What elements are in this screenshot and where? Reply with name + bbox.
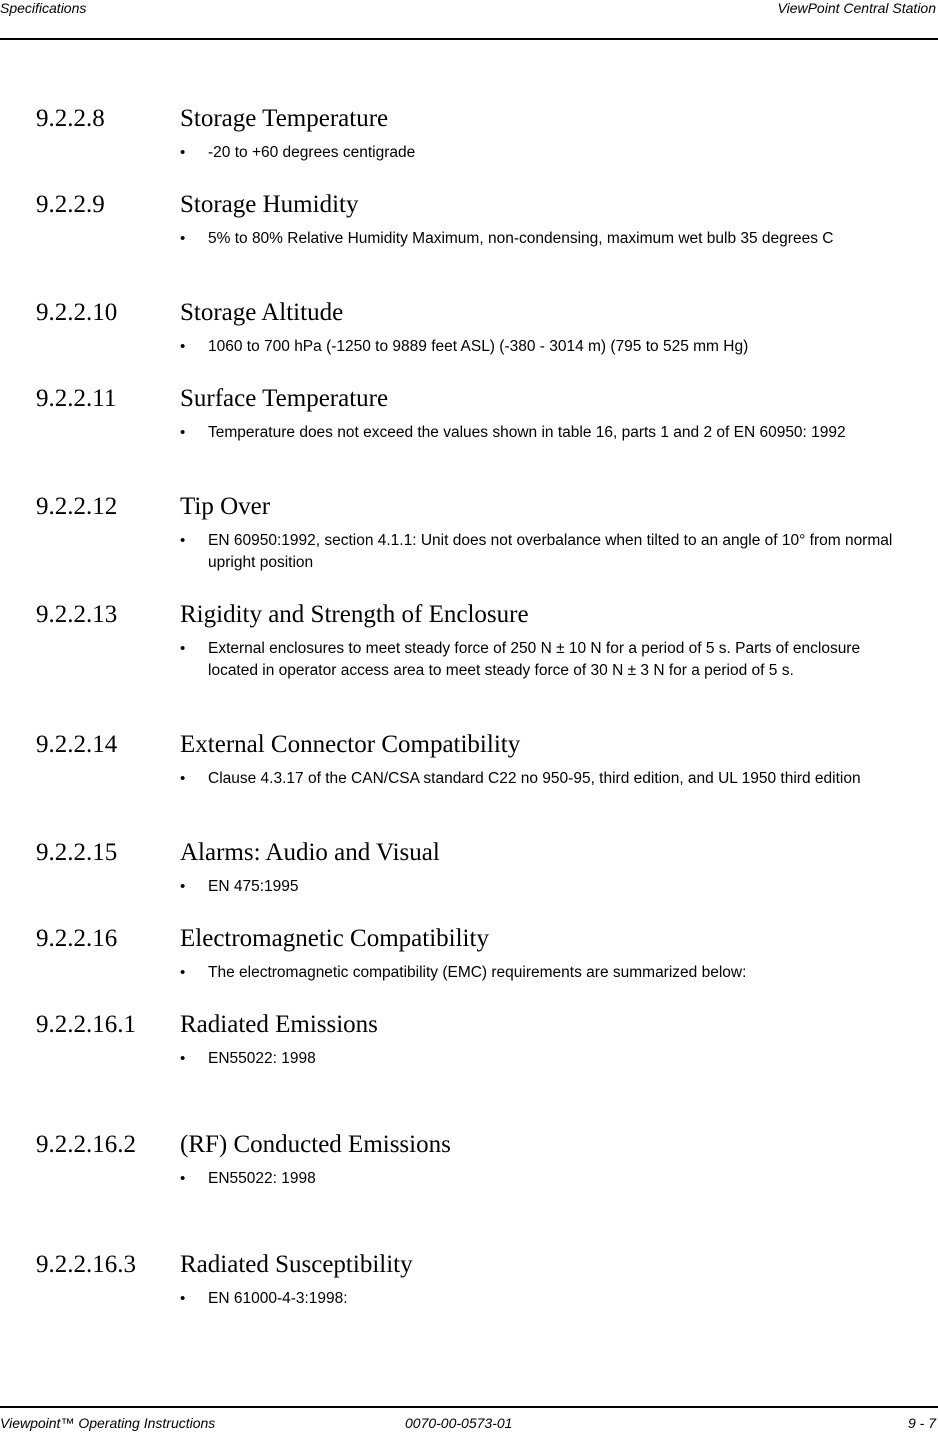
header-product-title: ViewPoint Central Station <box>777 0 936 16</box>
bullet-text: External enclosures to meet steady force of 250 N ± 10 N for a period of 5 s. Parts of enclosure located in operator access area to meet steady force of 30 N ± 3 N for a period of 5 s. <box>208 640 861 679</box>
bullet-list <box>180 1288 900 1310</box>
bullet-item <box>180 1048 900 1070</box>
bullet-icon: • <box>180 424 186 441</box>
section-title: Tip Over <box>180 493 271 520</box>
section-title: Radiated Susceptibility <box>180 1251 413 1278</box>
section-number: 9.2.2.15 <box>36 839 118 866</box>
footer-manual-title: Viewpoint™ Operating Instructions <box>0 1415 216 1431</box>
bullet-list <box>180 142 900 164</box>
bullet-item <box>180 422 900 444</box>
section-number: 9.2.2.12 <box>36 493 118 520</box>
section-number: 9.2.2.10 <box>36 299 118 326</box>
bullet-icon: • <box>180 144 186 161</box>
bullet-icon: • <box>180 1050 186 1067</box>
bullet-text: Clause 4.3.17 of the CAN/CSA standard C22 no 950-95, third edition, and UL 1950 third edition <box>208 770 861 787</box>
bullet-item <box>180 768 900 790</box>
bullet-item <box>180 228 900 250</box>
bullet-icon: • <box>180 640 186 657</box>
bullet-icon: • <box>180 532 186 549</box>
bullet-list <box>180 768 900 790</box>
bullet-list <box>180 1048 900 1070</box>
bullet-text: 5% to 80% Relative Humidity Maximum, non-condensing, maximum wet bulb 35 degrees C <box>208 230 834 247</box>
section-title: Storage Temperature <box>180 105 389 132</box>
bullet-list <box>180 876 900 898</box>
section-title: Storage Altitude <box>180 299 344 326</box>
bullet-icon: • <box>180 878 186 895</box>
section-title: Rigidity and Strength of Enclosure <box>180 601 529 628</box>
bullet-text: EN 61000-4-3:1998: <box>208 1290 348 1307</box>
header-chapter-title: Specifications <box>0 0 87 16</box>
section-title: Electromagnetic Compatibility <box>180 925 489 952</box>
section-number: 9.2.2.16 <box>36 925 118 952</box>
section-number: 9.2.2.8 <box>36 105 105 132</box>
section-title: Surface Temperature <box>180 385 389 412</box>
bullet-text: 1060 to 700 hPa (-1250 to 9889 feet ASL) (-380 - 3014 m) (795 to 525 mm Hg) <box>208 338 749 355</box>
section-title: (RF) Conducted Emissions <box>180 1131 451 1158</box>
page-header <box>0 0 938 40</box>
bullet-item <box>180 876 900 898</box>
section-title: External Connector Compatibility <box>180 731 521 758</box>
section-number: 9.2.2.16.1 <box>36 1011 136 1038</box>
bullet-item <box>180 1168 900 1190</box>
bullet-text: EN55022: 1998 <box>208 1050 316 1067</box>
bullet-item <box>180 336 900 358</box>
bullet-text: -20 to +60 degrees centigrade <box>208 144 416 161</box>
bullet-item <box>180 638 900 682</box>
bullet-list <box>180 1168 900 1190</box>
section-number: 9.2.2.16.3 <box>36 1251 136 1278</box>
bullet-icon: • <box>180 770 186 787</box>
bullet-list <box>180 422 900 444</box>
bullet-text: Temperature does not exceed the values shown in table 16, parts 1 and 2 of EN 60950: 1992 <box>208 424 846 441</box>
section-number: 9.2.2.16.2 <box>36 1131 136 1158</box>
section-title: Storage Humidity <box>180 191 359 218</box>
bullet-list <box>180 336 900 358</box>
bullet-icon: • <box>180 1290 186 1307</box>
bullet-item <box>180 530 900 574</box>
bullet-item <box>180 142 900 164</box>
bullet-text: EN 60950:1992, section 4.1.1: Unit does not overbalance when tilted to an angle of 10° from normal upright position <box>208 532 893 571</box>
footer-document-number: 0070-00-0573-01 <box>405 1415 513 1431</box>
bullet-item <box>180 1288 900 1310</box>
bullet-item <box>180 962 900 984</box>
bullet-list <box>180 962 900 984</box>
footer-page-number: 9 - 7 <box>907 1415 936 1431</box>
bullet-icon: • <box>180 230 186 247</box>
bullet-list <box>180 638 900 682</box>
section-title: Alarms: Audio and Visual <box>180 839 440 866</box>
section-number: 9.2.2.11 <box>36 385 117 412</box>
bullet-icon: • <box>180 964 186 981</box>
page-footer <box>0 1406 938 1435</box>
section-number: 9.2.2.14 <box>36 731 118 758</box>
section-title: Radiated Emissions <box>180 1011 378 1038</box>
bullet-icon: • <box>180 338 186 355</box>
bullet-text: The electromagnetic compatibility (EMC) requirements are summarized below: <box>208 964 747 981</box>
bullet-list <box>180 228 900 250</box>
bullet-text: EN55022: 1998 <box>208 1170 316 1187</box>
bullet-text: EN 475:1995 <box>208 878 299 895</box>
bullet-icon: • <box>180 1170 186 1187</box>
section-number: 9.2.2.9 <box>36 191 105 218</box>
section-number: 9.2.2.13 <box>36 601 118 628</box>
bullet-list <box>180 530 900 574</box>
